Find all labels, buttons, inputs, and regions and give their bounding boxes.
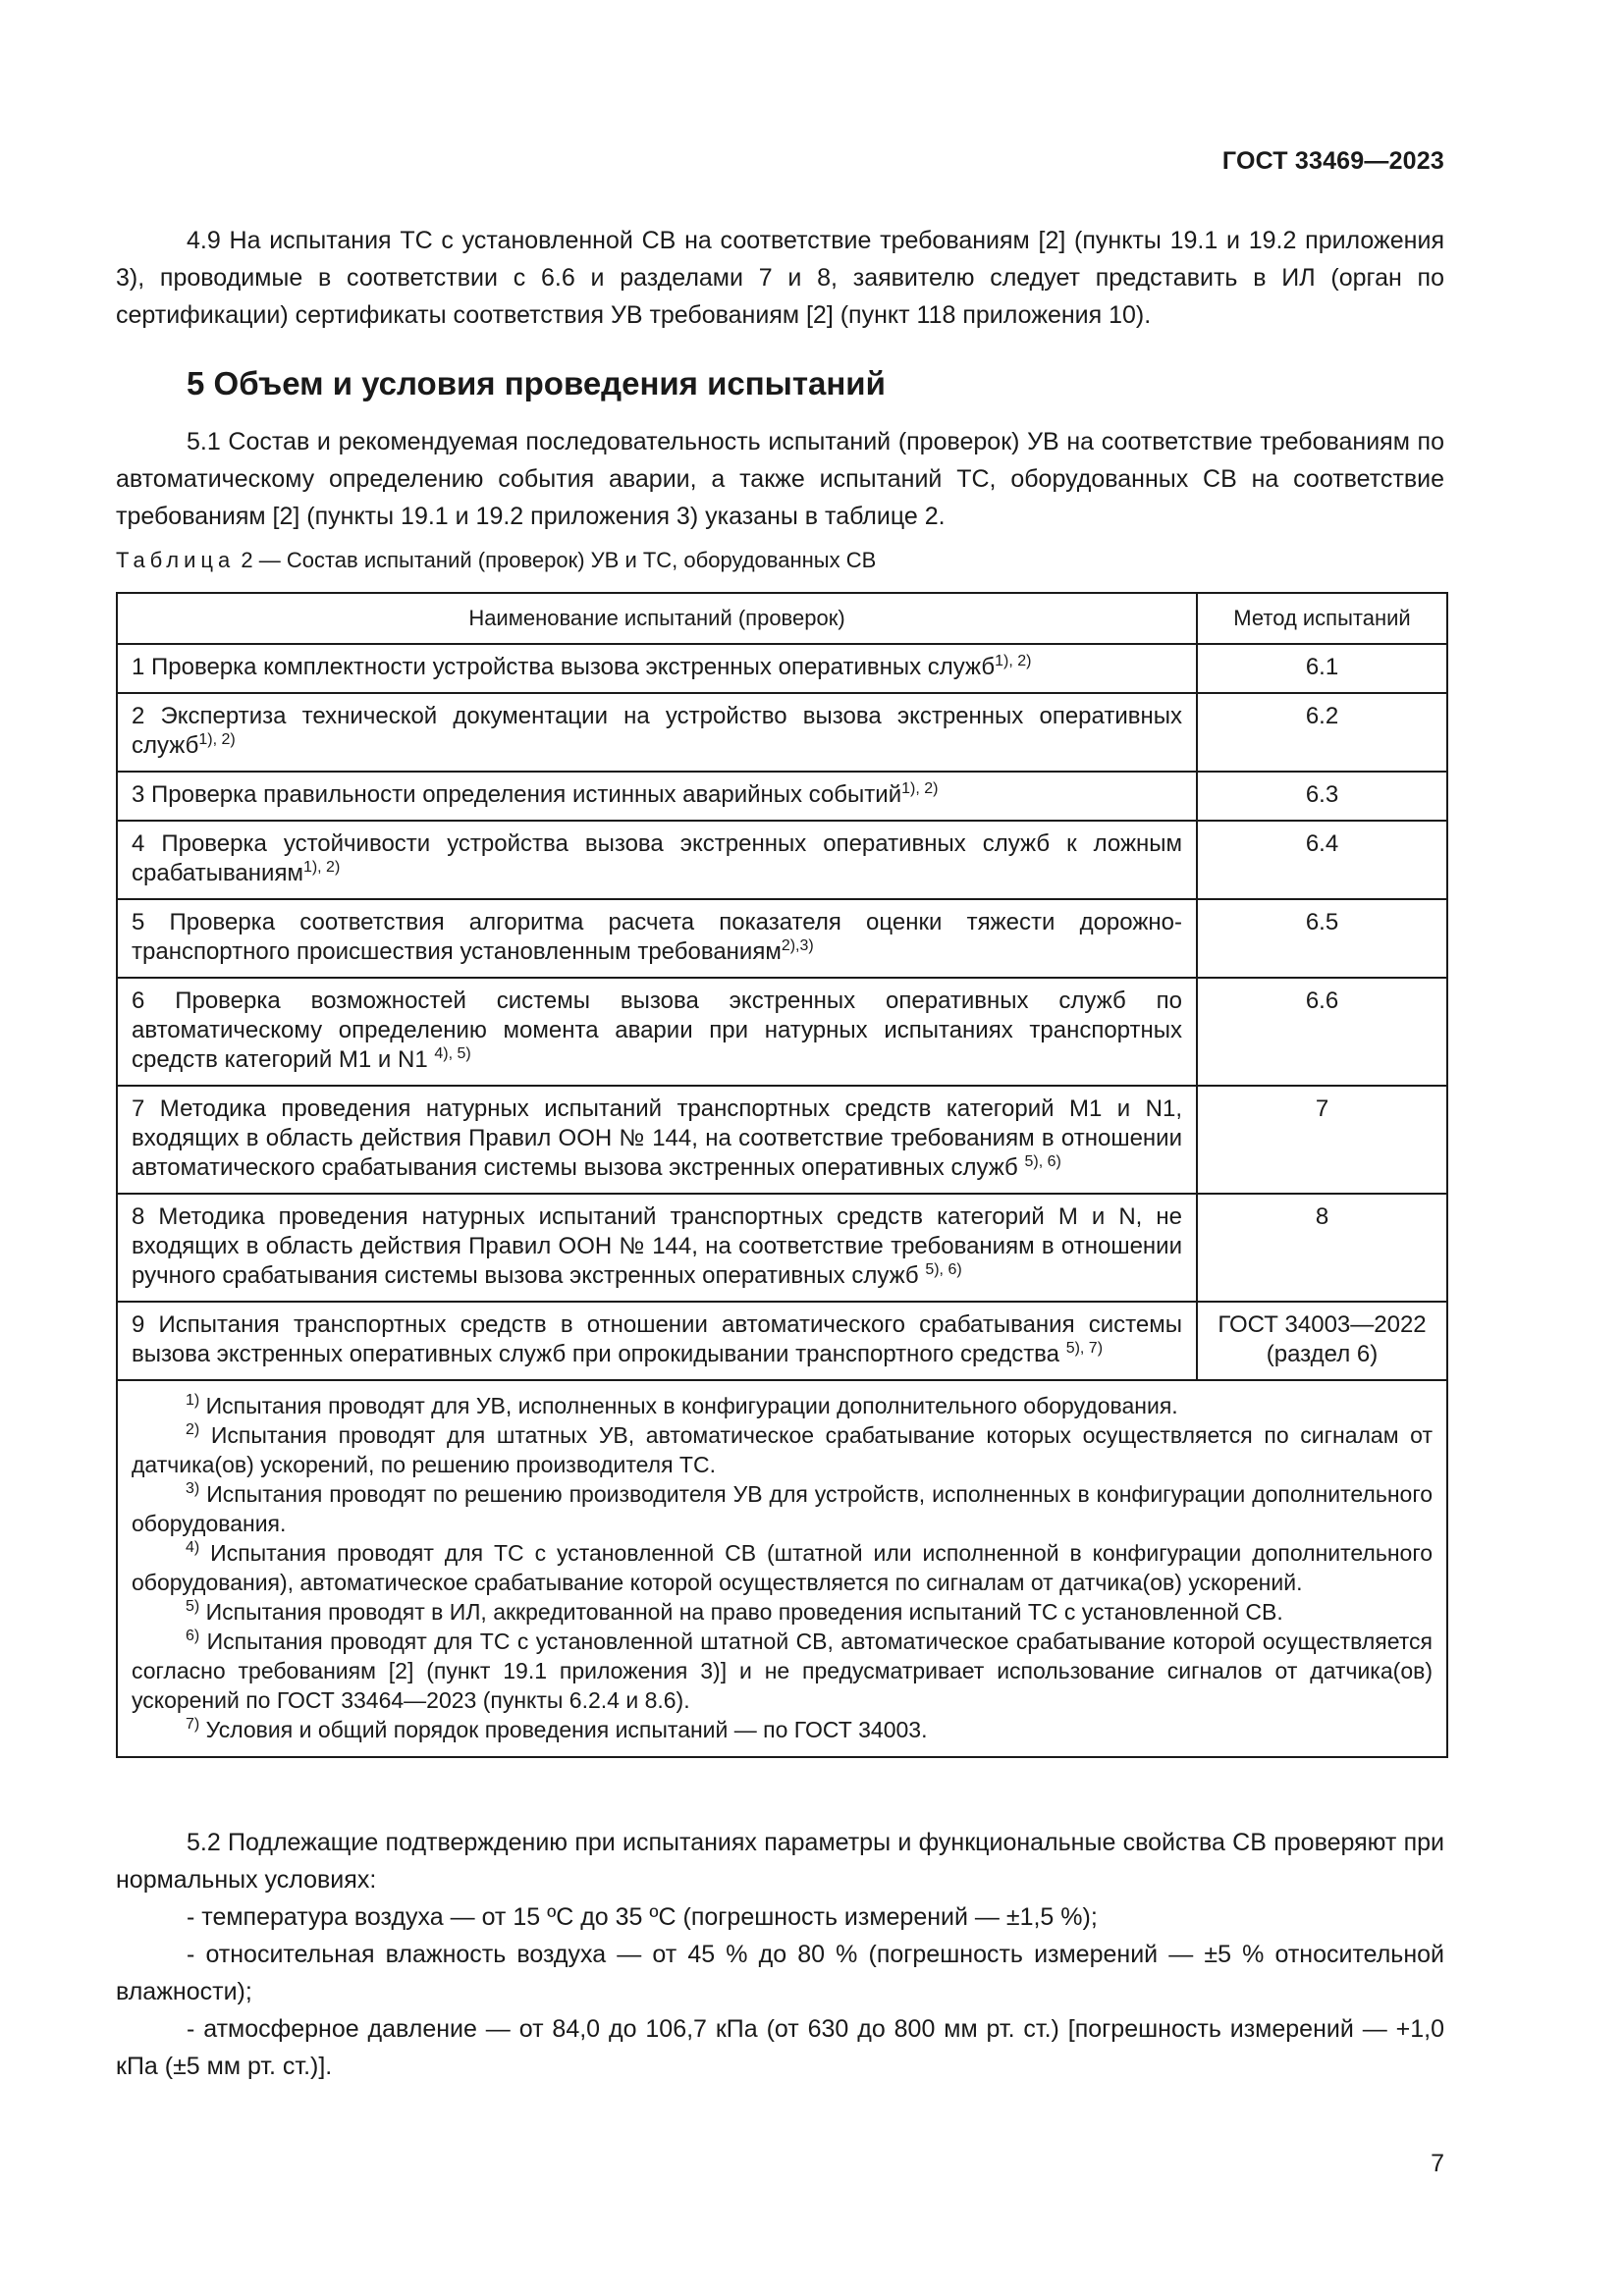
test-method-cell <box>1197 821 1447 899</box>
note-mark: 6) <box>186 1628 200 1644</box>
table-row <box>117 1086 1447 1194</box>
footnote-refs: 5), 6) <box>925 1261 962 1278</box>
table-notes <box>117 1380 1447 1757</box>
table-row <box>117 1194 1447 1302</box>
paragraph-5-2-intro: 5.2 Подлежащие подтверждению при испытаниях параметры и функциональные свойства СВ проверяют при нормальных условиях: <box>116 1829 1444 1894</box>
note-mark: 3) <box>186 1480 200 1497</box>
column-header-method: Метод испытаний <box>1197 593 1447 644</box>
section-5-heading: 5 Объем и условия проведения испытаний <box>187 365 886 401</box>
table-row <box>117 821 1447 899</box>
test-name-cell <box>117 978 1197 1086</box>
column-header-name: Наименование испытаний (проверок) <box>117 593 1197 644</box>
note-text: Испытания проводят в ИЛ, аккредитованной на право проведения испытаний ТС с установленной СВ. <box>205 1599 1283 1625</box>
test-method-section: (раздел 6) <box>1266 1341 1379 1367</box>
note-mark: 1) <box>186 1392 200 1409</box>
test-method: 6.2 <box>1305 703 1339 729</box>
standard-designation: ГОСТ 33469—2023 <box>1221 147 1444 175</box>
table-notes-row <box>117 1380 1447 1757</box>
note-text: Испытания проводят для ТС с установленной СВ (штатной или исполненной в конфигурации дополнительного оборудования), автоматическое срабатывание которой осуществляется по сигналам от датчика(ов) ускорений. <box>132 1540 1433 1595</box>
test-method-cell <box>1197 978 1447 1086</box>
test-name-cell <box>117 772 1197 821</box>
table-note <box>132 1391 1433 1420</box>
table-note <box>132 1479 1433 1538</box>
page-number: 7 <box>1431 2150 1444 2177</box>
footnote-refs: 1), 2) <box>302 859 341 876</box>
note-mark: 4) <box>186 1539 200 1556</box>
note-text: Условия и общий порядок проведения испытаний — по ГОСТ 34003. <box>205 1717 928 1742</box>
footnote-refs: 5), 7) <box>1065 1340 1104 1357</box>
footnote-refs: 1), 2) <box>995 653 1032 669</box>
table-row <box>117 693 1447 772</box>
condition-item: - температура воздуха — от 15 ºС до 35 ºС (погрешность измерений — ±1,5 %); <box>187 1903 1098 1931</box>
test-method: 6.4 <box>1305 830 1339 857</box>
test-name-cell <box>117 1302 1197 1380</box>
test-method-cell <box>1197 772 1447 821</box>
note-mark: 7) <box>186 1716 200 1733</box>
test-name: 6 Проверка возможностей системы вызова экстренных оперативных служб по автоматическому определению момента аварии при натурных испытаниях транспортных средств категорий М1 и N1 <box>132 988 1182 1073</box>
test-name: 5 Проверка соответствия алгоритма расчета показателя оценки тяжести дорожно-транспортного происшествия установленным требованиям <box>132 909 1182 965</box>
test-name: 4 Проверка устойчивости устройства вызова экстренных оперативных служб к ложным срабатываниям <box>132 830 1182 886</box>
test-method: ГОСТ 34003—2022 <box>1218 1311 1427 1338</box>
table-caption-label: Таблица <box>116 548 236 572</box>
table-note <box>132 1715 1433 1744</box>
test-name: 9 Испытания транспортных средств в отношении автоматического срабатывания системы вызова экстренных оперативных служб при опрокидывании транспортного средства <box>132 1311 1182 1367</box>
test-method: 7 <box>1315 1095 1329 1122</box>
paragraph-4-9 <box>116 222 1444 334</box>
test-method-cell <box>1197 1302 1447 1380</box>
note-text: Испытания проводят для штатных УВ, автоматическое срабатывание которых осуществляется по сигналам от датчика(ов) ускорений, по решению производителя ТС. <box>132 1422 1434 1477</box>
table-caption <box>116 548 876 573</box>
test-name: 8 Методика проведения натурных испытаний транспортных средств категорий М и N, не входящих в область действия Правил ООН № 144, на соответствие требованиям в отношении ручного срабатывания системы вызова экстренных оперативных служб <box>132 1203 1182 1289</box>
table-row <box>117 978 1447 1086</box>
paragraph-5-2 <box>116 1824 1444 2085</box>
test-method-cell <box>1197 1194 1447 1302</box>
note-text: Испытания проводят для ТС с установленной штатной СВ, автоматическое срабатывание которой осуществляется согласно требованиям [2] (пункт 19.1 приложения 3)] и не предусматривает использование сигналов от датчика(ов) ускорений по ГОСТ 33464—2023 (пункты 6.2.4 и 8.6). <box>132 1629 1434 1713</box>
tests-table <box>116 592 1448 1758</box>
test-method: 6.1 <box>1305 654 1339 680</box>
table-note <box>132 1538 1433 1597</box>
note-text: Испытания проводят по решению производителя УВ для устройств, исполненных в конфигурации дополнительного оборудования. <box>132 1481 1434 1536</box>
test-name-cell <box>117 644 1197 693</box>
table-row <box>117 1302 1447 1380</box>
test-method: 8 <box>1315 1203 1329 1230</box>
table-row <box>117 644 1447 693</box>
test-name-cell <box>117 693 1197 772</box>
table-caption-text: 2 — Состав испытаний (проверок) УВ и ТС, оборудованных СВ <box>241 548 877 572</box>
test-name-cell <box>117 1194 1197 1302</box>
condition-item: - относительная влажность воздуха — от 45 % до 80 % (погрешность измерений — ±5 % относительной влажности); <box>116 1941 1444 2005</box>
table-row <box>117 899 1447 978</box>
test-name-cell <box>117 899 1197 978</box>
footnote-refs: 1), 2) <box>198 731 236 748</box>
test-name-cell <box>117 821 1197 899</box>
test-method-cell <box>1197 899 1447 978</box>
test-name: 1 Проверка комплектности устройства вызова экстренных оперативных служб <box>132 654 996 680</box>
paragraph-5-1 <box>116 423 1444 535</box>
test-method-cell <box>1197 693 1447 772</box>
table-note <box>132 1597 1433 1627</box>
table-note <box>132 1420 1433 1479</box>
paragraph-5-1-text: 5.1 Состав и рекомендуемая последовательность испытаний (проверок) УВ на соответствие требованиям по автоматическому определению события аварии, а также испытаний ТС, оборудованных СВ на соответствие требованиям [2] (пункты 19.1 и 19.2 приложения 3) указаны в таблице 2. <box>116 428 1444 530</box>
footnote-refs: 5), 6) <box>1024 1153 1061 1170</box>
test-method-cell <box>1197 1086 1447 1194</box>
test-method: 6.6 <box>1305 988 1339 1014</box>
note-mark: 5) <box>186 1598 200 1615</box>
table-note <box>132 1627 1433 1715</box>
test-method-cell <box>1197 644 1447 693</box>
table-row <box>117 772 1447 821</box>
condition-item: - атмосферное давление — от 84,0 до 106,7 кПа (от 630 до 800 мм рт. ст.) [погрешность измерений — +1,0 кПа (±5 мм рт. ст.)]. <box>116 2015 1444 2080</box>
footnote-refs: 2),3) <box>781 937 814 954</box>
footnote-refs: 1), 2) <box>901 780 939 797</box>
note-mark: 2) <box>186 1421 200 1438</box>
note-text: Испытания проводят для УВ, исполненных в конфигурации дополнительного оборудования. <box>205 1393 1178 1418</box>
test-name-cell <box>117 1086 1197 1194</box>
test-name: 7 Методика проведения натурных испытаний транспортных средств категорий М1 и N1, входящих в область действия Правил ООН № 144, на соответствие требованиям в отношении автоматического срабатывания системы вызова экстренных оперативных служб <box>132 1095 1182 1181</box>
test-method: 6.5 <box>1305 909 1339 935</box>
table-header-row <box>117 593 1447 644</box>
test-name: 2 Экспертиза технической документации на устройство вызова экстренных оперативных служб <box>132 703 1182 759</box>
footnote-refs: 4), 5) <box>434 1045 471 1062</box>
test-method: 6.3 <box>1305 781 1339 808</box>
test-name: 3 Проверка правильности определения истинных аварийных событий <box>132 781 902 808</box>
paragraph-4-9-text: 4.9 На испытания ТС с установленной СВ на соответствие требованиям [2] (пункты 19.1 и 19.2 приложения 3), проводимые в соответствии с 6.6 и разделами 7 и 8, заявителю следует представить в ИЛ (орган по сертификации) сертификаты соответствия УВ требованиям [2] (пункт 118 приложения 10). <box>116 227 1444 329</box>
